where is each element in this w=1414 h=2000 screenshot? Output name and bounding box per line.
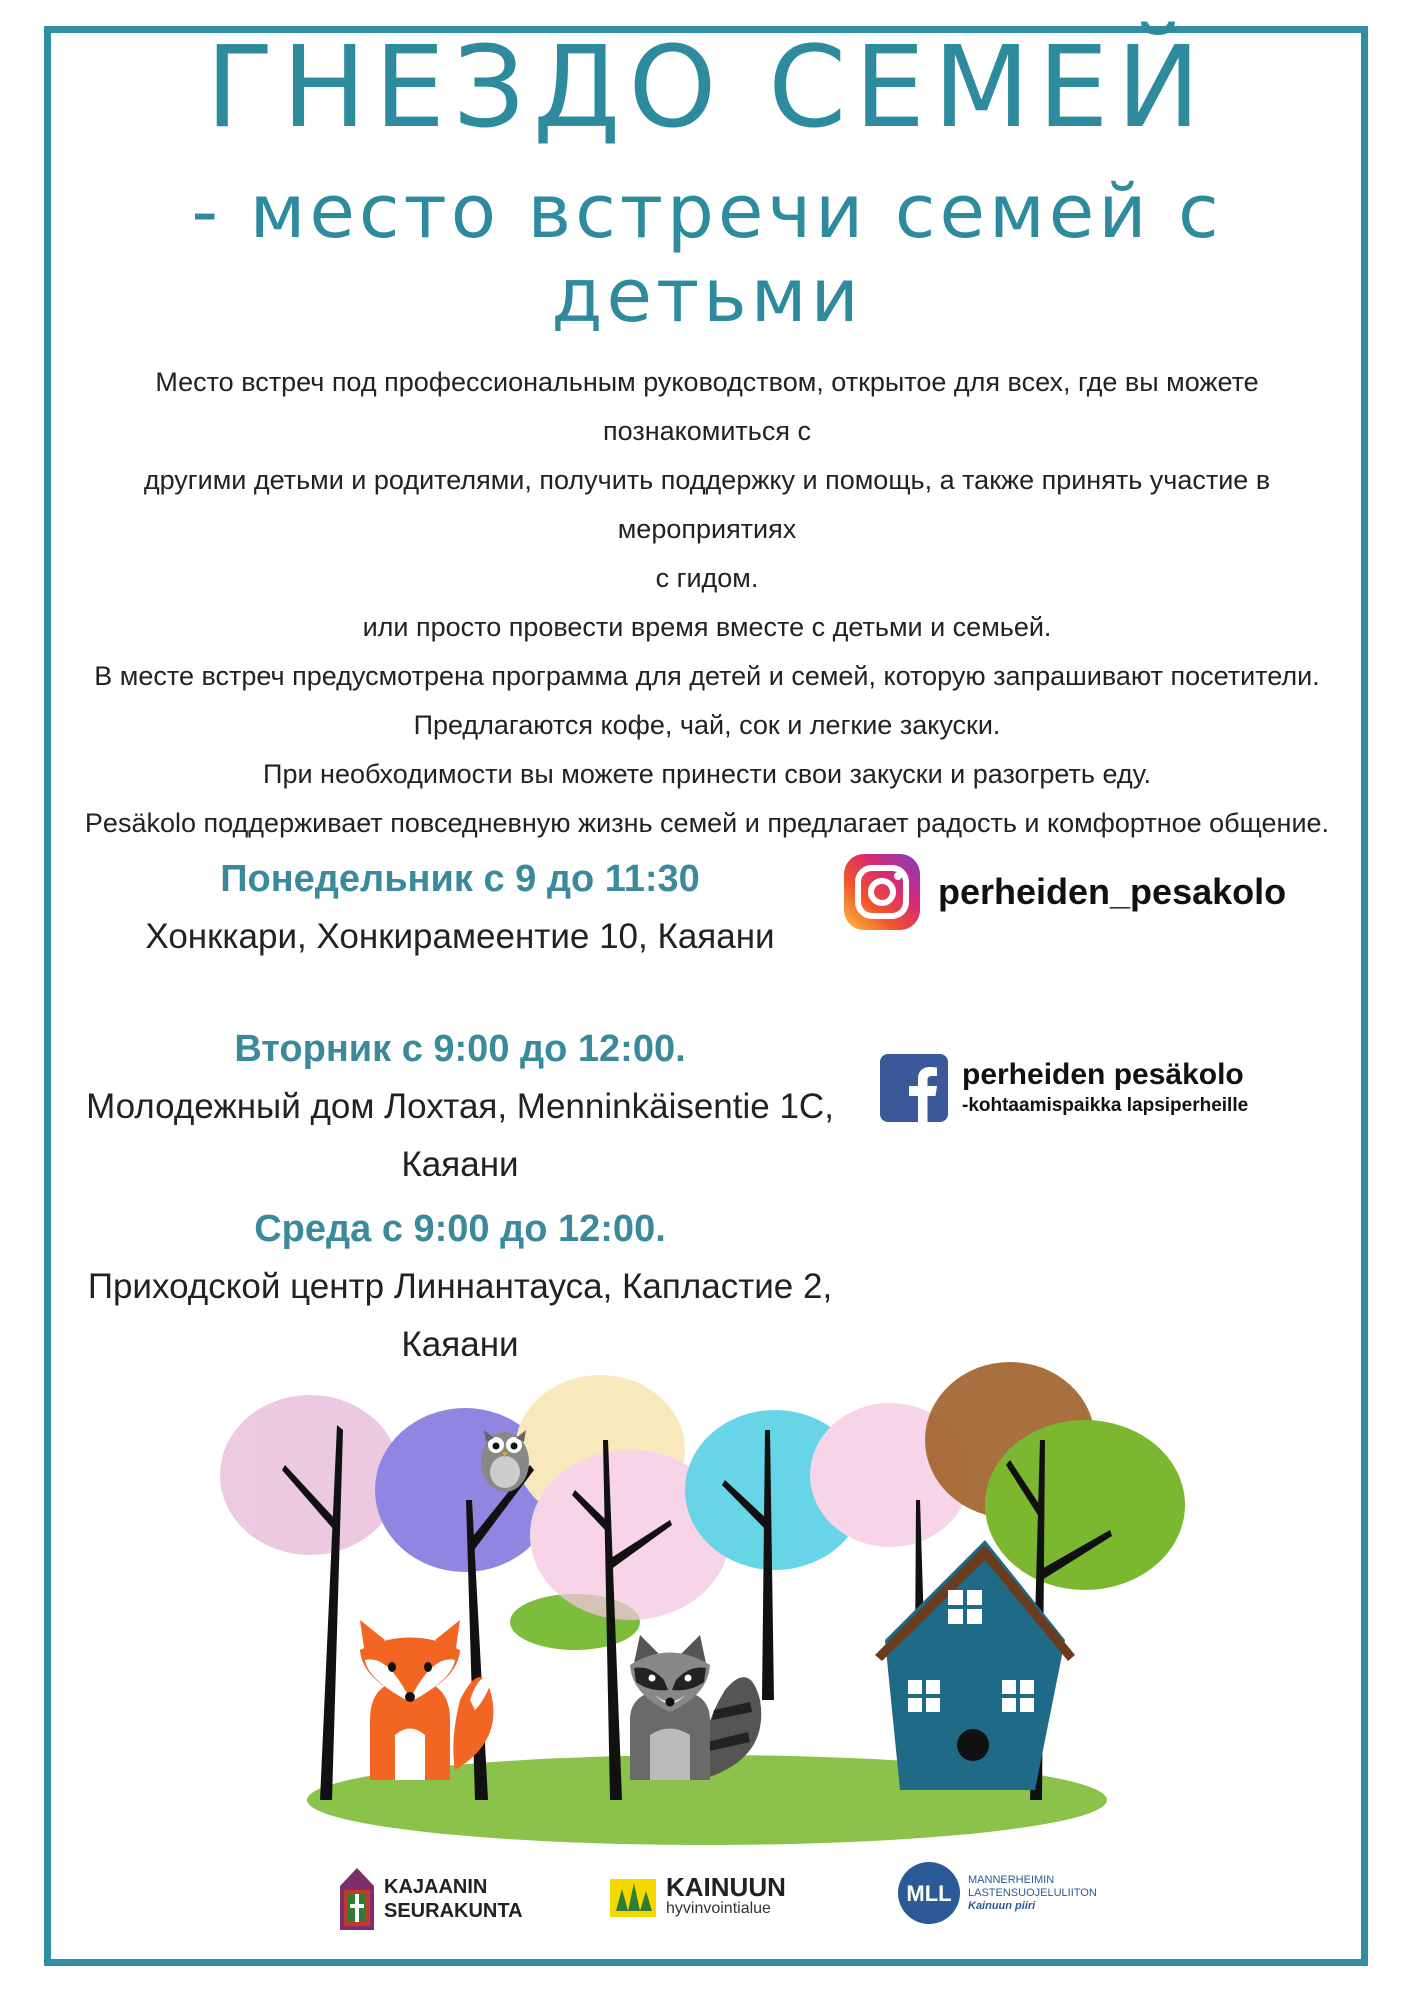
kainuu-logo [610,1874,786,1918]
owl [481,1430,529,1492]
kainuu-text [666,1874,786,1918]
poster-subtitle [0,170,1414,338]
kajaani-text [384,1875,523,1923]
subtitle-line-1: - место встречи семей с [191,169,1223,255]
day-address: Каяани [401,1145,519,1184]
svg-text:MLL: MLL [906,1881,952,1906]
facebook-text [962,1057,1248,1119]
instagram-icon [842,852,922,932]
intro-line: Предлагаются кофе, чай, сок и легкие закуски. [413,710,1001,740]
kainuu-line-1: KAINUUN [666,1872,786,1902]
intro-line: В месте встреч предусмотрена программа для детей и семей, которую запрашивают посетители. [94,661,1320,691]
kajaani-logo [340,1868,523,1930]
green-canopy [985,1420,1185,1590]
instagram-handle: perheiden_pesakolo [938,871,1287,912]
intro-line: Pesäkolo поддерживает повседневную жизнь семей и предлагает радость и комфортное общение. [84,808,1330,838]
kajaani-line-1: KAJAANIN [384,1876,488,1898]
facebook-page-name: perheiden pesäkolo [962,1058,1244,1091]
mll-text [968,1874,1097,1913]
mll-logo [898,1862,1097,1924]
mll-line-3: Kainuun piiri [968,1899,1036,1912]
kainuu-tree-icon [610,1875,656,1917]
day-heading: Вторник с 9:00 до 12:00. [234,1028,686,1070]
day-address: Молодежный дом Лохтая, Menninkäisentie 1C, [86,1087,834,1126]
facebook-link[interactable] [880,1054,1248,1122]
poster-title: ГНЕЗДО СЕМЕЙ [205,23,1209,153]
schedule-monday [80,850,840,966]
mll-badge-icon [898,1862,960,1924]
mll-line-2: LASTENSUOJELULIITON [968,1886,1097,1899]
intro-line: При необходимости вы можете принести свои закуски и разогреть еду. [263,759,1151,789]
forest-illustration [0,1340,1414,1860]
raccoon [630,1635,761,1780]
facebook-icon [880,1054,948,1122]
intro-line: с гидом. [655,563,759,593]
schedule-tuesday [80,1020,840,1194]
mll-line-1: MANNERHEIMIN [968,1873,1055,1886]
instagram-link[interactable] [842,852,1286,932]
intro-line: или просто провести время вместе с детьми и семьей. [362,612,1052,642]
kainuu-line-2: hyvinvointialue [666,1900,771,1917]
day-heading: Понедельник с 9 до 11:30 [220,858,700,900]
subtitle-line-2: детьми [551,253,863,339]
church-cross-icon [340,1868,374,1930]
intro-text [80,358,1334,848]
facebook-page-subtitle: -kohtaamispaikka lapsiperheille [962,1095,1249,1116]
day-heading: Среда с 9:00 до 12:00. [254,1208,666,1250]
intro-line: Место встреч под профессиональным руководством, открытое для всех, где вы можете познакомиться с [155,367,1259,446]
day-address: Приходской центр Линнантауса, Капластие 2, Каяани [87,1267,833,1364]
intro-line: другими детьми и родителями, получить поддержку и помощь, а также принять участие в мероприятиях [143,465,1271,544]
day-address: Хонккари, Хонкирамеентие 10, Каяани [145,917,775,956]
kajaani-line-2: SEURAKUNTA [384,1900,523,1922]
